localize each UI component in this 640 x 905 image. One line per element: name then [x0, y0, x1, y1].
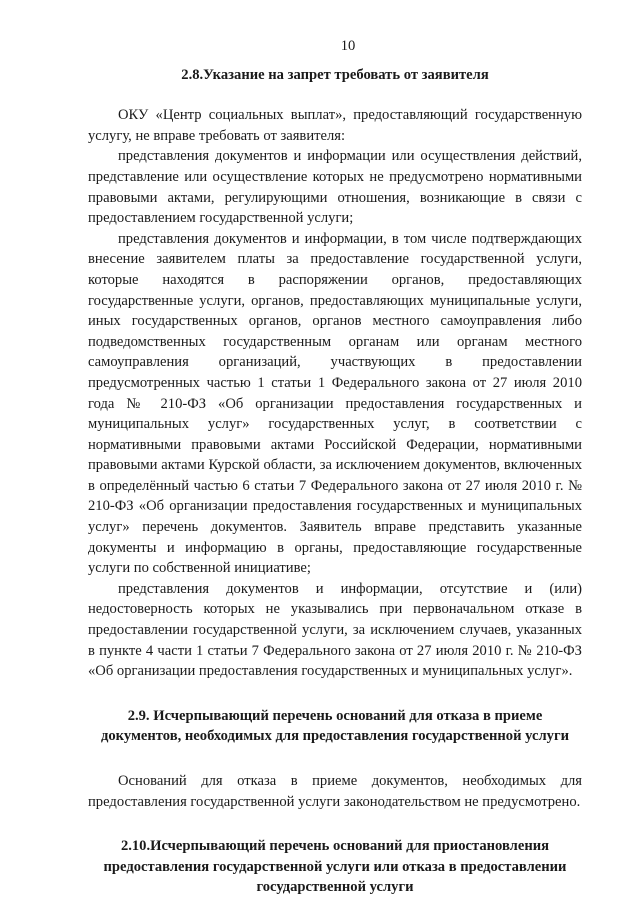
paragraph: представления документов и информации, отсутствие и (или) недостоверность которых не указывались при первоначальном отказе в предоставлении государственной услуги, за исключением случаев, указанных в пункте 4 части 1 статьи 7 Федерального закона от 27 июля 2010 г. № 210-ФЗ «Об организации предоставления государственных и муниципальных услуг». [88, 580, 582, 680]
section-2-10-heading: 2.10.Исчерпывающий перечень оснований для приостановления предоставления государственной услуги или отказа в предоставлении государственной услуги [103, 838, 567, 896]
page-number: 10 [340, 38, 356, 54]
paragraph: Оснований для отказа в приеме документов, необходимых для предоставления государственной услуги законодательством не предусмотрено. [88, 773, 582, 810]
section-2-8-heading: 2.8.Указание на запрет требовать от заявителя [181, 66, 489, 83]
paragraph: представления документов и информации, в том числе подтверждающих внесение заявителем платы за предоставление государственной услуги, которые находятся в распоряжении органов, предоставляющих государственные услуги, органов, предоставляющих муниципальные услуги, иных государственных органов, органов местного самоуправления либо подведомственных государственным органам или органам местного самоуправления организаций, участвующих в предоставлении предусмотренных частью 1 статьи 1 Федерального закона от 27 июля 2010 года № 210-ФЗ «Об организации предоставления государственных и муниципальных услуг» государственных услуг, в соответствии с нормативными правовыми актами Российской Федерации, нормативными правовыми актами Курской области, за исключением документов, включенных в определённый частью 6 статьи 7 Федерального закона от 27 июля 2010 г. № 210-ФЗ «Об организации предоставления государственных и муниципальных услуг» перечень документов. Заявитель вправе представить указанные документы и информацию в органы, предоставляющие государственные услуги по собственной инициативе; [88, 230, 582, 577]
section-2-9-heading: 2.9. Исчерпывающий перечень оснований для отказа в приеме документов, необходимых для предоставления государственной услуги [101, 707, 569, 745]
paragraph: ОКУ «Центр социальных выплат», предоставляющий государственную услугу, не вправе требовать от заявителя: [88, 107, 582, 144]
paragraph: представления документов и информации или осуществления действий, представление или осуществление которых не предусмотрено нормативными правовыми актами, регулирующими отношения, возникающие в связи с предоставлением государственной услуги; [88, 148, 582, 227]
